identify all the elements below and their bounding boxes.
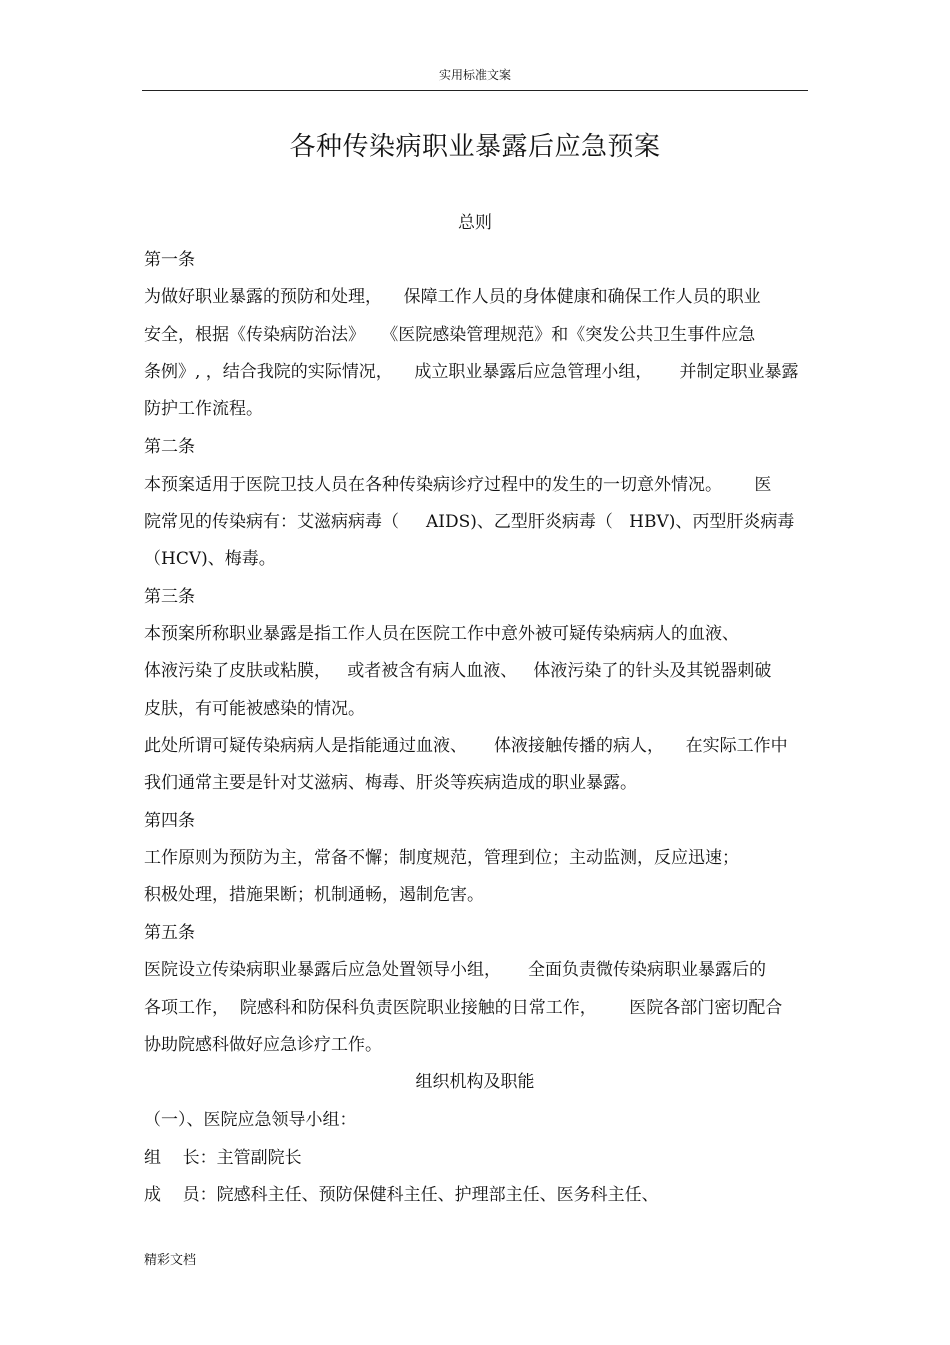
page-footer: 精彩文档 [144,1253,197,1268]
paragraph-line: 工作原则为预防为主，常备不懈；制度规范，管理到位；主动监测，反应迅速； [144,848,739,868]
article-heading: 第三条 [144,587,195,607]
article-heading: 第四条 [144,811,195,831]
document-title: 各种传染病职业暴露后应急预案 [289,132,661,162]
paragraph-line: 防护工作流程。 [144,399,263,419]
paragraph-line: 条例》, ，结合我院的实际情况， 成立职业暴露后应急管理小组， 并制定职业暴露 [144,362,799,382]
page-header: 实用标准文案 [438,68,511,82]
paragraph-line: 组 长：主管副院长 [144,1148,302,1168]
paragraph-line: 我们通常主要是针对艾滋病、梅毒、肝炎等疾病造成的职业暴露。 [144,773,637,793]
article-heading: 第一条 [144,250,195,270]
paragraph-line: 各项工作， 院感科和防保科负责医院职业接触的日常工作， 医院各部门密切配合 [144,998,783,1018]
paragraph-line: 本预案所称职业暴露是指工作人员在医院工作中意外被可疑传染病病人的血液、 [144,624,739,644]
paragraph-line: 体液污染了皮肤或粘膜， 或者被含有病人血液、 体液污染了的针头及其锐器刺破 [144,661,772,681]
paragraph-line: 医院设立传染病职业暴露后应急处置领导小组， 全面负责微传染病职业暴露后的 [144,960,767,980]
paragraph-line: 此处所谓可疑传染病病人是指能通过血液、 体液接触传播的病人， 在实际工作中 [144,736,788,756]
section-heading-organization: 组织机构及职能 [415,1072,535,1092]
section-heading-general: 总则 [458,213,492,233]
paragraph-line: 皮肤，有可能被感染的情况。 [144,699,365,719]
paragraph-line: （一）、医院应急领导小组： [144,1110,357,1130]
article-heading: 第二条 [144,437,195,457]
paragraph-line: 为做好职业暴露的预防和处理， 保障工作人员的身体健康和确保工作人员的职业 [144,287,761,307]
article-heading: 第五条 [144,923,195,943]
paragraph-line: 协助院感科做好应急诊疗工作。 [144,1035,382,1055]
paragraph-line: 本预案适用于医院卫技人员在各种传染病诊疗过程中的发生的一切意外情况。 医 [144,475,772,495]
paragraph-line: 安全，根据《传染病防治法》 《医院感染管理规范》和《突发公共卫生事件应急 [144,325,756,345]
paragraph-line: 成 员：院感科主任、预防保健科主任、护理部主任、医务科主任、 [144,1185,659,1205]
paragraph-line: （HCV)、梅毒。 [144,549,276,569]
header-rule [142,90,808,91]
paragraph-line: 积极处理，措施果断；机制通畅，遏制危害。 [144,885,484,905]
paragraph-line: 院常见的传染病有：艾滋病病毒（ AIDS)、乙型肝炎病毒（ HBV)、丙型肝炎病毒 [144,512,795,532]
